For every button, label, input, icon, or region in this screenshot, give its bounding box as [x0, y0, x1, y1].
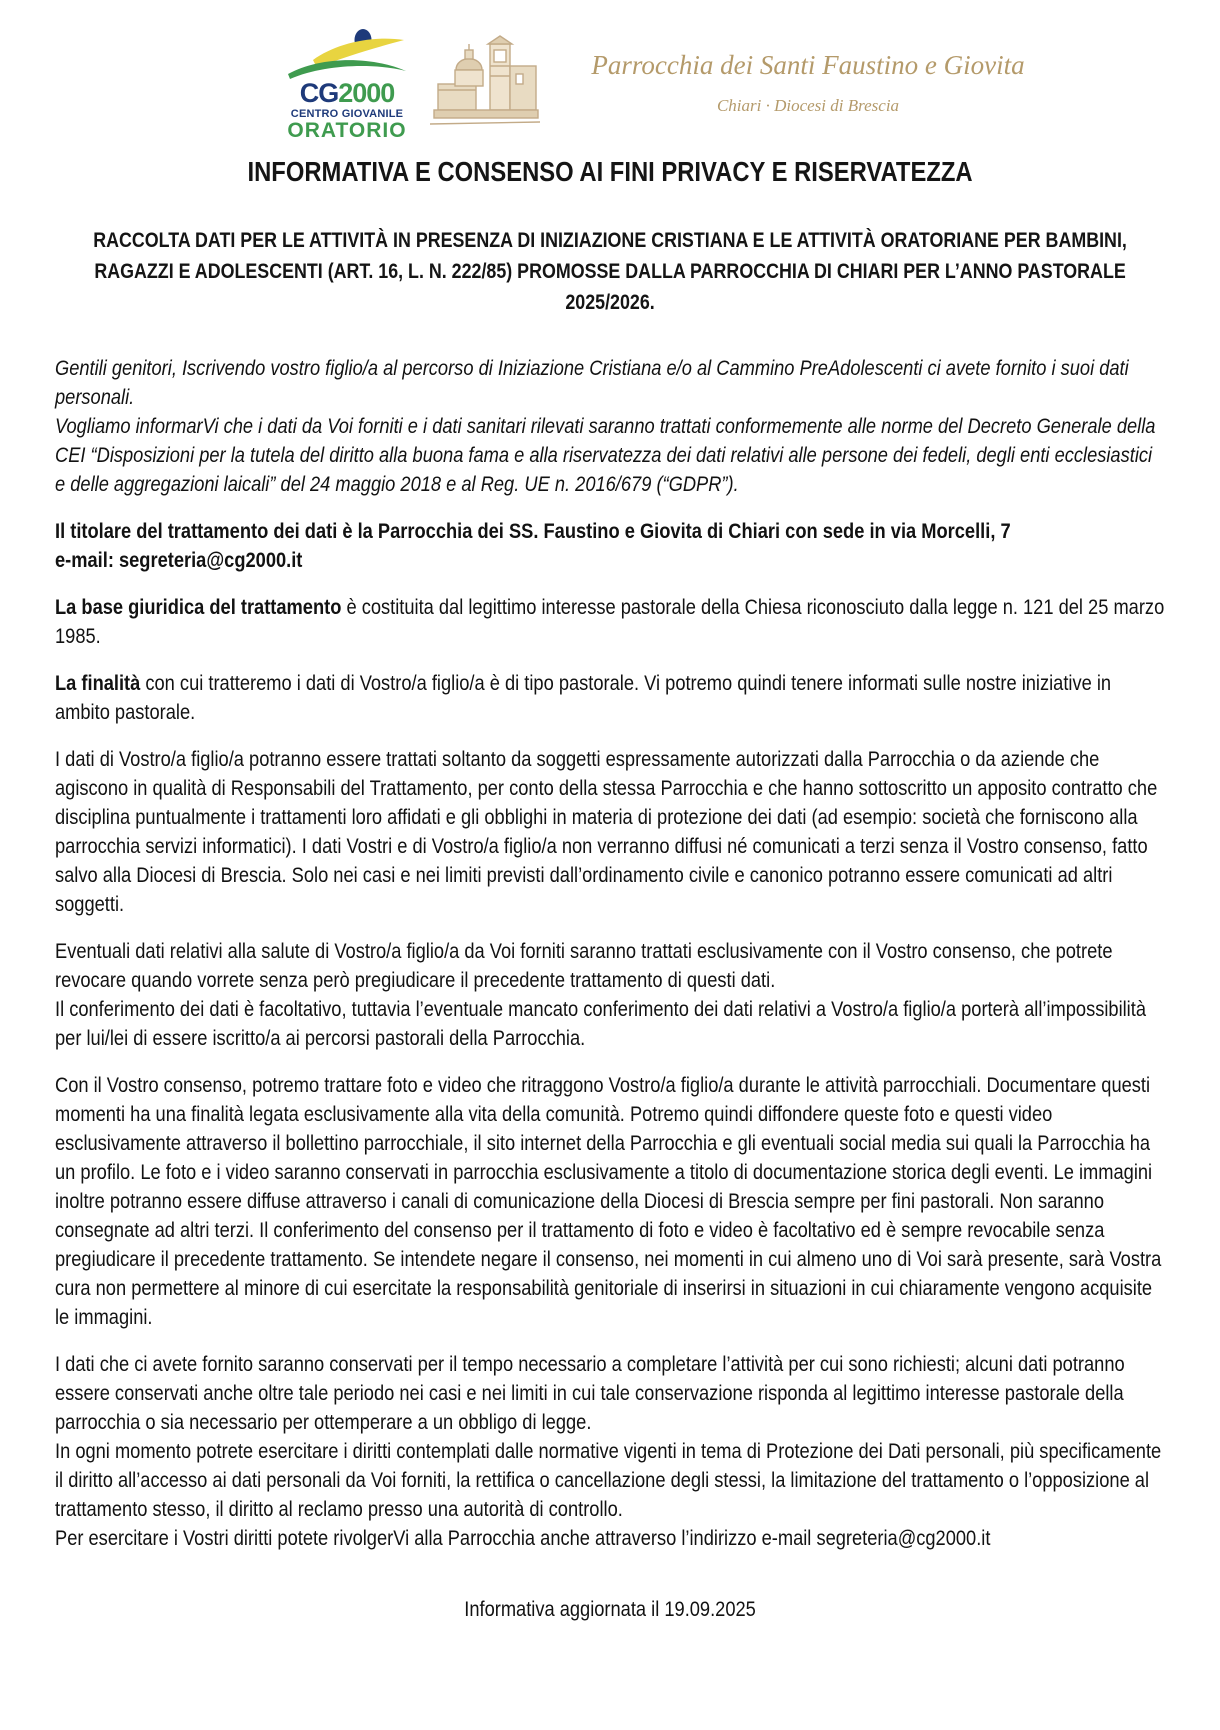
paragraph-titolare — [55, 517, 1165, 575]
salute-line-2: Il conferimento dei dati è facoltativo, tuttavia l’eventuale mancato conferimento dei dati relativi a Vostro/a figlio/a porterà all’impossibilità per lui/lei di essere iscritto/a ai percorsi pastorali della Parrocchia. — [55, 997, 1146, 1050]
cg2000-wordmark — [283, 80, 411, 107]
paragraph-base-giuridica — [55, 593, 1165, 651]
parish-name: Parrocchia dei Santi Faustino e Giovita — [591, 50, 1025, 80]
page-title: INFORMATIVA E CONSENSO AI FINI PRIVACY E RISERVATEZZA — [247, 156, 973, 187]
finalita-lead: La finalità — [55, 671, 141, 695]
titolare-line-1: Il titolare del trattamento dei dati è la Parrocchia dei SS. Faustino e Giovita di Chiari con sede in via Morcelli, 7 — [55, 519, 1011, 543]
intro-line-1: Gentili genitori, Iscrivendo vostro figlio/a al percorso di Iniziazione Cristiana e/o al Cammino PreAdolescenti ci avete fornito i suoi dati personali. — [55, 356, 1129, 409]
header — [0, 0, 1220, 150]
paragraph-finalita — [55, 669, 1165, 727]
cg2000-logo — [283, 26, 411, 142]
cg2000-person-icon — [283, 26, 411, 80]
paragraph-soggetti: I dati di Vostro/a figlio/a potranno essere trattati soltanto da soggetti espressamente autorizzati dalla Parrocchia o da aziende che agiscono in qualità di Responsabili del Trattamento, per conto della stessa Parrocchia e che hanno sottoscritto un apposito contratto che disciplina puntualmente i trattamenti loro affidati e gli obblighi in materia di protezione dei dati (ad esempio: società che forniscono alla parrocchia servizi informatici). I dati Vostri e di Vostro/a figlio/a non verranno diffusi né comunicati a terzi senza il Vostro consenso, fatto salvo alla Diocesi di Brescia. Solo nei casi e nei limiti previsti dall’ordinamento civile e canonico potranno essere comunicati ad altri soggetti. — [55, 747, 1158, 916]
paragraph-salute — [55, 937, 1165, 1053]
base-giuridica-lead: La base giuridica del trattamento — [55, 595, 342, 619]
page-subtitle: RACCOLTA DATI PER LE ATTIVITÀ IN PRESENZA DI INIZIAZIONE CRISTIANA E LE ATTIVITÀ ORATORIANE PER BAMBINI, RAGAZZI E ADOLESCENTI (ART. 16, L. N. 222/85) PROMOSSE DALLA PARROCCHIA DI CHIARI PER L’ANNO PASTORALE 2025/2026. — [93, 229, 1127, 314]
conservazione-line-3: Per esercitare i Vostri diritti potete rivolgerVi alla Parrocchia anche attraverso l’indirizzo e-mail segreteria@cg2000.it — [55, 1526, 991, 1550]
parish-subtitle: Chiari · Diocesi di Brescia — [716, 96, 900, 115]
titolare-email-line: e-mail: segreteria@cg2000.it — [55, 548, 303, 572]
cg2000-centro-giovanile-text: CENTRO GIOVANILE — [290, 108, 404, 120]
paragraph-conservazione — [55, 1350, 1165, 1553]
church-sketch-icon — [428, 34, 546, 134]
conservazione-line-2: In ogni momento potrete esercitare i diritti contemplati dalle normative vigenti in tema di Protezione dei Dati personali, più specificamente il diritto all’accesso ai dati personali da Voi forniti, la rettifica o cancellazione degli stessi, la limitazione del trattamento o l’opposizione al trattamento stesso, il diritto al reclamo presso una autorità di controllo. — [55, 1439, 1162, 1521]
cg2000-cg-text: CG — [299, 78, 339, 108]
body-text — [55, 354, 1165, 1553]
salute-line-1: Eventuali dati relativi alla salute di Vostro/a figlio/a da Voi forniti saranno trattati esclusivamente con il Vostro consenso, che potrete revocare quando vorrete senza però pregiudicare il precedente trattamento di questi dati. — [55, 939, 1113, 992]
paragraph-foto-video: Con il Vostro consenso, potremo trattare foto e video che ritraggono Vostro/a figlio/a durante le attività parrocchiali. Documentare questi momenti ha una finalità legata esclusivamente alla vita della comunità. Potremo quindi diffondere queste foto e questi video esclusivamente attraverso il bollettino parrocchiale, il sito internet della Parrocchia e gli eventuali social media sui quali la Parrocchia ha un profilo. Le foto e i video saranno conservati in parrocchia esclusivamente a titolo di documentazione storica degli eventi. Le immagini inoltre potranno essere diffuse attraverso i canali di comunicazione della Diocesi di Brescia sempre per fini pastorali. Non saranno consegnate ad altri terzi. Il conferimento del consenso per il trattamento di foto e video è facoltativo ed è sempre revocabile senza pregiudicare il precedente trattamento. Se intendete negare il consenso, nei momenti in cui almeno uno di Voi sarà presente, sarà Vostra cura non permettere al minore di cui esercitate la responsabilità genitoriale di inserirsi in situazioni in cui chiaramente vengono acquisite le immagini. — [55, 1073, 1162, 1329]
cg2000-year-text: 2000 — [338, 78, 395, 108]
base-giuridica-rest: è costituita dal legittimo interesse pastorale della Chiesa riconosciuto dalla legge n. 121 del 25 marzo 1985. — [55, 595, 1165, 648]
conservazione-line-1: I dati che ci avete fornito saranno conservati per il tempo necessario a completare l’attività per cui sono richiesti; alcuni dati potranno essere conservati anche oltre tale periodo nei casi e nei limiti in cui tale conservazione risponda al legittimo interesse pastorale della parrocchia o sia necessario per ottemperare a un obbligo di legge. — [55, 1352, 1125, 1434]
cg2000-oratorio-text: ORATORIO — [287, 119, 407, 142]
finalita-rest: con cui tratteremo i dati di Vostro/a figlio/a è di tipo pastorale. Vi potremo quindi tenere informati sulle nostre iniziative in ambito pastorale. — [55, 671, 1112, 724]
paragraph-intro — [55, 354, 1165, 499]
document-column — [55, 155, 1165, 1624]
intro-line-2: Vogliamo informarVi che i dati da Voi forniti e i dati sanitari rilevati saranno trattati conformemente alle norme del Decreto Generale della CEI “Disposizioni per la tutela del diritto alla buona fama e alla riservatezza dei dati relativi alle persone dei fedeli, degli enti ecclesiastici e delle aggregazioni laicali” del 24 maggio 2018 e al Reg. UE n. 2016/679 (“GDPR”). — [55, 414, 1156, 496]
footer-note: Informativa aggiornata il 19.09.2025 — [464, 1597, 756, 1621]
parish-title-block — [548, 50, 1068, 116]
